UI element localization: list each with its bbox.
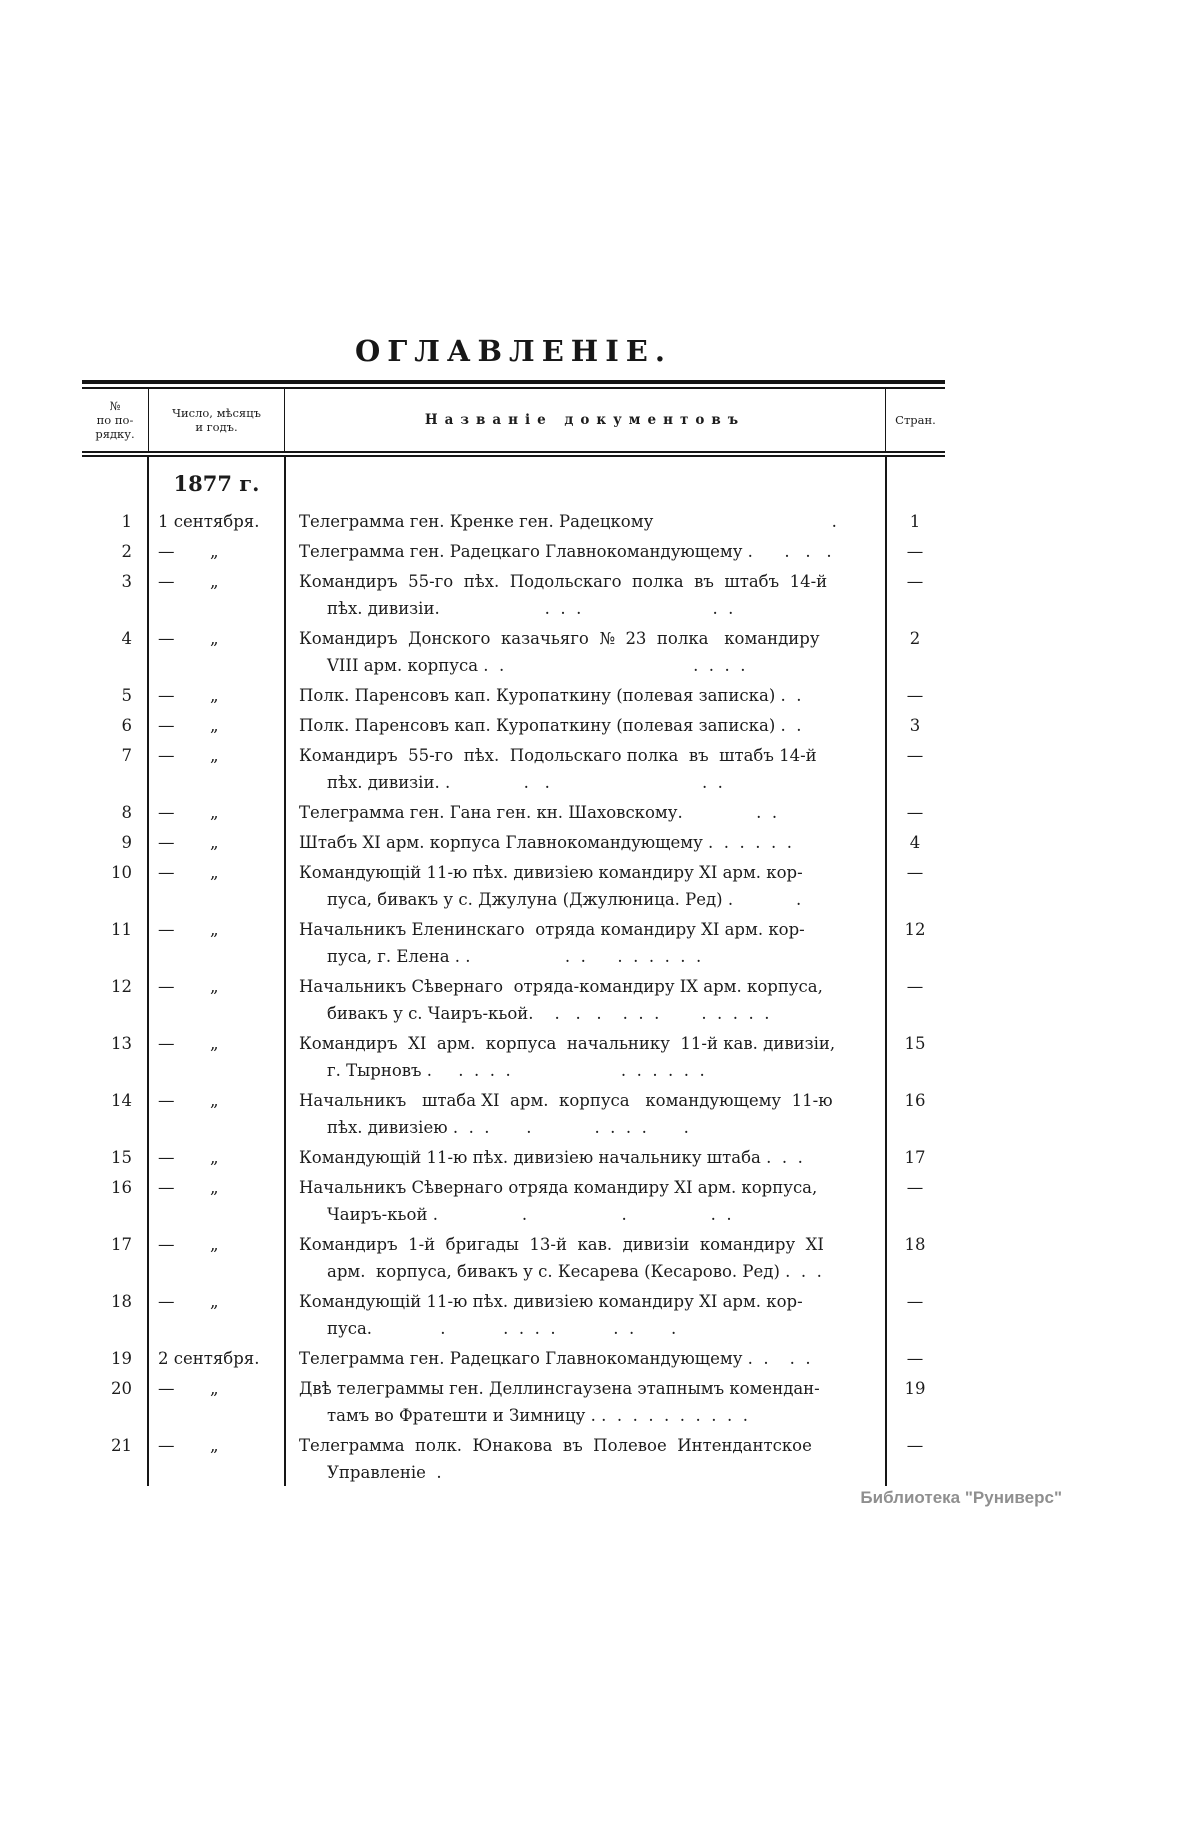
ditto-mark: „: [210, 1177, 219, 1197]
header-date-line1: Число, мѣсяцъ: [172, 405, 261, 420]
ditto-mark: „: [210, 1234, 219, 1254]
toc-row: [82, 829, 945, 856]
header-number-line3: рядку.: [95, 426, 135, 441]
row-number: 5: [121, 685, 132, 705]
row-page: —: [906, 1348, 924, 1368]
ditto-dash: —: [158, 715, 175, 735]
row-page: —: [906, 745, 924, 765]
row-page: 16: [904, 1090, 926, 1110]
row-page: 1: [909, 511, 921, 531]
title-line: Командующій 11-ю пѣх. дивизіею командиру XI арм. кор-: [299, 862, 803, 882]
toc-row: [82, 859, 945, 913]
title-line: Управленіе .: [327, 1462, 442, 1482]
row-number: 20: [111, 1378, 132, 1398]
row-title: [285, 916, 885, 970]
title-line: VIII арм. корпуса . . . . . .: [327, 655, 746, 675]
row-title: [285, 829, 885, 856]
top-rule-thick: [82, 380, 945, 384]
title-line: Телеграмма ген. Радецкаго Главнокомандующему . . . .: [299, 1348, 811, 1368]
row-title: [285, 508, 885, 535]
row-date: [148, 712, 285, 739]
title-line: пѣх. дивизіи. . . . . .: [327, 772, 723, 792]
title-line: г. Тырновъ . . . . . . . . . . .: [327, 1060, 705, 1080]
row-date: [148, 1432, 285, 1486]
ditto-mark: „: [210, 1435, 219, 1455]
toc-row: [82, 1231, 945, 1285]
title-line: Командующій 11-ю пѣх. дивизіею командиру XI арм. кор-: [299, 1291, 803, 1311]
column-divider-3: [885, 457, 887, 1486]
row-page: 18: [904, 1234, 926, 1254]
row-number: 3: [121, 571, 132, 591]
row-date: [148, 829, 285, 856]
row-number: 9: [121, 832, 132, 852]
row-number: 13: [111, 1033, 132, 1053]
ditto-dash: —: [158, 1147, 175, 1167]
row-title: [285, 1288, 885, 1342]
row-title: [285, 1030, 885, 1084]
ditto-dash: —: [158, 1033, 175, 1053]
header-number-line1: №: [109, 398, 121, 413]
title-line: Командиръ 55-го пѣх. Подольскаго полка въ штабъ 14-й: [299, 571, 828, 591]
row-date: [148, 916, 285, 970]
ditto-dash: —: [158, 1234, 175, 1254]
title-line: Командиръ Донского казачьяго № 23 полка командиру: [299, 628, 820, 648]
header-date-column: [148, 389, 285, 451]
title-line: Командиръ XI арм. корпуса начальнику 11-й кав. дивизіи,: [299, 1033, 836, 1053]
ditto-mark: „: [210, 976, 219, 996]
column-divider-2: [284, 457, 286, 1486]
ditto-mark: „: [210, 862, 219, 882]
row-date: [148, 682, 285, 709]
ditto-dash: —: [158, 628, 175, 648]
ditto-mark: „: [210, 1033, 219, 1053]
toc-row: [82, 799, 945, 826]
row-number: 4: [121, 628, 132, 648]
ditto-mark: „: [210, 1291, 219, 1311]
title-line: бивакъ у с. Чаиръ-кьой. . . . . . . . . . . .: [327, 1003, 770, 1023]
toc-body-rows: [82, 508, 945, 1486]
ditto-mark: „: [210, 685, 219, 705]
header-name-column: Названіе документовъ: [424, 411, 746, 428]
row-title: [285, 712, 885, 739]
ditto-mark: „: [210, 715, 219, 735]
header-page-column: Стран.: [885, 389, 945, 451]
ditto-dash: —: [158, 1378, 175, 1398]
row-number: 12: [111, 976, 132, 996]
ditto-dash: —: [158, 919, 175, 939]
row-date: [148, 1030, 285, 1084]
table-header: [82, 389, 945, 451]
row-page: 12: [904, 919, 926, 939]
row-page: —: [906, 1435, 924, 1455]
row-number: 10: [111, 862, 132, 882]
toc-row: [82, 1030, 945, 1084]
row-date: [148, 799, 285, 826]
ditto-dash: —: [158, 862, 175, 882]
header-rule-thick: [82, 451, 945, 454]
row-title: [285, 1174, 885, 1228]
row-date: [148, 742, 285, 796]
row-date: [148, 568, 285, 622]
row-page: —: [906, 862, 924, 882]
ditto-mark: „: [210, 802, 219, 822]
row-page: —: [906, 976, 924, 996]
ditto-mark: „: [210, 832, 219, 852]
row-date: [148, 1288, 285, 1342]
title-line: Штабъ XI арм. корпуса Главнокомандующему . . . . . .: [299, 832, 792, 852]
row-date: [148, 1231, 285, 1285]
row-date: [148, 625, 285, 679]
title-line: Чаиръ-кьой . . . . .: [327, 1204, 732, 1224]
toc-row: [82, 1288, 945, 1342]
title-line: Телеграмма полк. Юнакова въ Полевое Интендантское: [299, 1435, 812, 1455]
row-number: 21: [111, 1435, 132, 1455]
header-number-column: [82, 399, 148, 441]
header-date-line2: и годъ.: [195, 419, 238, 434]
row-page: 4: [909, 832, 921, 852]
ditto-mark: „: [210, 919, 219, 939]
toc-row: [82, 508, 945, 535]
title-line: тамъ во Фратешти и Зимницу . . . . . . . . . . .: [327, 1405, 748, 1425]
row-title: [285, 538, 885, 565]
ditto-dash: —: [158, 1291, 175, 1311]
toc-row: [82, 682, 945, 709]
row-number: 11: [111, 919, 132, 939]
title-line: Телеграмма ген. Кренке ген. Радецкому .: [299, 511, 837, 531]
header-number-line2: по по-: [96, 412, 134, 427]
title-line: Полк. Паренсовъ кап. Куропаткину (полевая записка) . .: [299, 685, 802, 705]
row-page: —: [906, 685, 924, 705]
row-page: —: [906, 802, 924, 822]
toc-row: [82, 1144, 945, 1171]
row-page: —: [906, 1177, 924, 1197]
toc-row: [82, 1375, 945, 1429]
row-title: [285, 1345, 885, 1372]
row-date: [148, 538, 285, 565]
row-title: [285, 1432, 885, 1486]
ditto-dash: —: [158, 685, 175, 705]
row-page: 2: [909, 628, 921, 648]
table-body: [82, 457, 945, 1486]
ditto-dash: —: [158, 976, 175, 996]
title-line: пѣх. дивизіею . . . . . . . . .: [327, 1117, 689, 1137]
row-number: 15: [111, 1147, 132, 1167]
row-date: [148, 508, 285, 535]
row-title: [285, 1231, 885, 1285]
row-title: [285, 568, 885, 622]
row-number: 14: [111, 1090, 132, 1110]
row-page: —: [906, 541, 924, 561]
title-line: Начальникъ штаба XI арм. корпуса командующему 11-ю: [299, 1090, 833, 1110]
column-divider-1: [147, 457, 149, 1486]
ditto-dash: —: [158, 1090, 175, 1110]
title-line: Командующій 11-ю пѣх. дивизіею начальнику штаба . . .: [299, 1147, 803, 1167]
row-title: [285, 742, 885, 796]
title-line: Командиръ 1-й бригады 13-й кав. дивизіи командиру XI: [299, 1234, 824, 1254]
row-page: 17: [904, 1147, 926, 1167]
toc-row: [82, 568, 945, 622]
row-title: [285, 1375, 885, 1429]
title-line: Телеграмма ген. Радецкаго Главнокомандующему . . . .: [299, 541, 832, 561]
ditto-mark: „: [210, 628, 219, 648]
row-number: 16: [111, 1177, 132, 1197]
row-number: 19: [111, 1348, 132, 1368]
toc-row: [82, 1432, 945, 1486]
row-date: [148, 1144, 285, 1171]
ditto-mark: „: [210, 1090, 219, 1110]
toc-row: [82, 1174, 945, 1228]
ditto-dash: —: [158, 745, 175, 765]
row-title: [285, 1144, 885, 1171]
row-number: 18: [111, 1291, 132, 1311]
row-page: —: [906, 1291, 924, 1311]
title-line: Начальникъ Сѣвернаго отряда-командиру IX арм. корпуса,: [299, 976, 823, 996]
ditto-mark: „: [210, 571, 219, 591]
ditto-dash: —: [158, 571, 175, 591]
row-title: [285, 799, 885, 826]
toc-row: [82, 916, 945, 970]
ditto-dash: —: [158, 832, 175, 852]
row-date: [148, 1174, 285, 1228]
table-of-contents: [82, 380, 945, 1489]
row-number: 17: [111, 1234, 132, 1254]
row-date: [148, 973, 285, 1027]
library-watermark: Библиотека "Руниверс": [860, 1488, 1062, 1507]
ditto-dash: —: [158, 541, 175, 561]
row-page: —: [906, 571, 924, 591]
ditto-mark: „: [210, 1147, 219, 1167]
date-text: 1 сентября.: [158, 511, 260, 531]
title-line: арм. корпуса, бивакъ у с. Кесарева (Кесарово. Ред) . . .: [327, 1261, 822, 1281]
row-number: 1: [121, 511, 132, 531]
title-line: Телеграмма ген. Гана ген. кн. Шаховскому. . .: [299, 802, 778, 822]
row-title: [285, 1087, 885, 1141]
row-number: 2: [121, 541, 132, 561]
row-title: [285, 682, 885, 709]
row-page: 19: [904, 1378, 926, 1398]
title-line: пуса, г. Елена . . . . . . . . . .: [327, 946, 702, 966]
ditto-mark: „: [210, 541, 219, 561]
row-date: [148, 1087, 285, 1141]
row-date: [148, 1345, 285, 1372]
row-title: [285, 625, 885, 679]
toc-row: [82, 712, 945, 739]
title-line: Начальникъ Еленинскаго отряда командиру XI арм. кор-: [299, 919, 805, 939]
ditto-dash: —: [158, 802, 175, 822]
row-page: 15: [904, 1033, 926, 1053]
row-page: 3: [909, 715, 921, 735]
row-number: 7: [121, 745, 132, 765]
ditto-mark: „: [210, 745, 219, 765]
toc-row: [82, 1087, 945, 1141]
toc-row: [82, 625, 945, 679]
title-line: Командиръ 55-го пѣх. Подольскаго полка въ штабъ 14-й: [299, 745, 817, 765]
title-line: пѣх. дивизіи. . . . . .: [327, 598, 734, 618]
row-date: [148, 1375, 285, 1429]
title-line: Начальникъ Сѣвернаго отряда командиру XI арм. корпуса,: [299, 1177, 818, 1197]
row-title: [285, 859, 885, 913]
year-heading: 1877 г.: [173, 470, 260, 496]
row-title: [285, 973, 885, 1027]
toc-row: [82, 973, 945, 1027]
title-line: Полк. Паренсовъ кап. Куропаткину (полевая записка) . .: [299, 715, 802, 735]
title-line: пуса. . . . . . . . .: [327, 1318, 677, 1338]
toc-row: [82, 1345, 945, 1372]
ditto-mark: „: [210, 1378, 219, 1398]
toc-row: [82, 538, 945, 565]
ditto-dash: —: [158, 1177, 175, 1197]
date-text: 2 сентября.: [158, 1348, 260, 1368]
row-date: [148, 859, 285, 913]
row-number: 8: [121, 802, 132, 822]
page-title: ОГЛАВЛЕНІЕ.: [355, 334, 672, 368]
ditto-dash: —: [158, 1435, 175, 1455]
title-line: пуса, бивакъ у с. Джулуна (Джулюница. Ред) . .: [327, 889, 802, 909]
toc-row: [82, 742, 945, 796]
row-number: 6: [121, 715, 132, 735]
title-line: Двѣ телеграммы ген. Деллинсгаузена этапнымъ комендан-: [299, 1378, 820, 1398]
